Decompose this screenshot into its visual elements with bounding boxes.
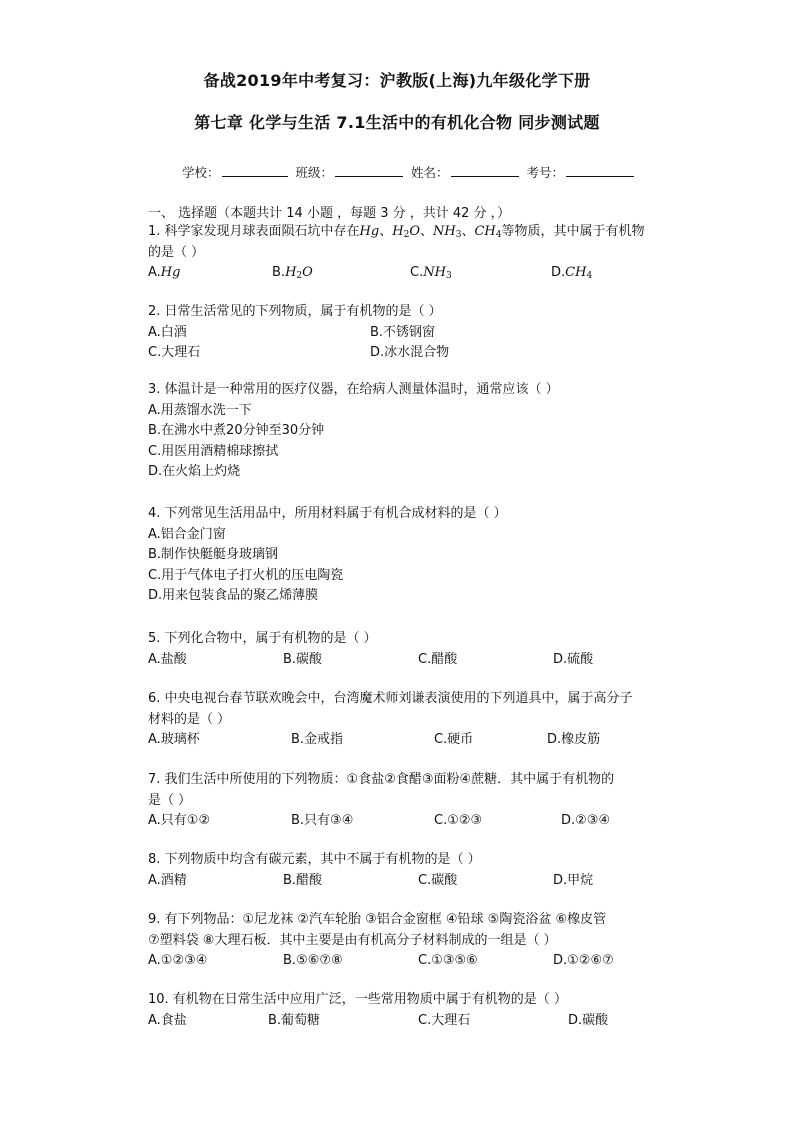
option-b[interactable]: B.在沸水中煮20分钟至30分钟 — [148, 423, 325, 438]
question-7 — [148, 770, 678, 832]
question-stem: 3. 体温计是一种常用的医疗仪器，在给病人测量体温时，通常应该（ ） — [148, 382, 559, 397]
document-title-line2: 第七章 化学与生活 7.1生活中的有机化合物 同步测试题 — [194, 113, 600, 132]
separator: 、 — [419, 224, 433, 239]
question-stem: 是（ ） — [148, 792, 192, 808]
option-c[interactable]: C.大理石 — [148, 345, 201, 360]
option-d[interactable]: D.①②⑥⑦ — [553, 953, 614, 968]
question-stem: 8. 下列物质中均含有碳元素，其中不属于有机物的是（ ） — [148, 852, 481, 867]
options-row — [148, 730, 678, 751]
question-6 — [148, 689, 678, 751]
option-c[interactable]: C.碳酸 — [418, 872, 458, 888]
option-c[interactable]: C.①③⑤⑥ — [418, 953, 478, 968]
option-d[interactable]: D.碳酸 — [568, 1012, 609, 1028]
formula-nh3: $NH_3$ — [433, 224, 462, 240]
option-a[interactable]: A.用蒸馏水洗一下 — [148, 402, 252, 418]
option-c[interactable]: C.用医用酒精棉球擦拭 — [148, 443, 279, 459]
section-heading: 一、 选择题（本题共计 14 小题 ，每题 3 分 ，共计 42 分 ，） — [148, 206, 511, 221]
question-stem: ⑦塑料袋 ⑧大理石板．其中主要是由有机高分子材料制成的一组是（ ） — [148, 932, 557, 948]
stem-text: 1. 科学家发现月球表面陨石坑中存在 — [148, 224, 360, 239]
option-a[interactable]: A.只有①② — [148, 813, 211, 828]
question-stem: 7. 我们生活中所使用的下列物质：①食盐②食醋③面粉④蔗糖．其中属于有机物的 — [148, 772, 615, 787]
option-b[interactable]: $B.H_2O$ — [272, 265, 313, 281]
document-title-line1: 备战2019年中考复习：沪教版(上海)九年级化学下册 — [203, 71, 591, 90]
option-d[interactable]: D.②③④ — [561, 813, 611, 828]
options-row — [148, 811, 678, 832]
name-label: 姓名： — [411, 165, 449, 180]
question-stem: 6. 中央电视台春节联欢晚会中，台湾魔术师刘谦表演使用的下列道具中，属于高分子 — [148, 691, 633, 706]
class-label: 班级： — [295, 165, 334, 180]
separator: 、 — [461, 224, 475, 239]
option-a[interactable]: A.酒精 — [148, 872, 187, 888]
separator: 、 — [379, 224, 393, 239]
options-row — [148, 951, 678, 972]
question-10 — [148, 990, 678, 1031]
option-d[interactable]: D.在火焰上灼烧 — [148, 464, 241, 479]
option-c[interactable]: $C.NH_3$ — [410, 265, 452, 281]
option-b[interactable]: B.只有③④ — [291, 813, 354, 828]
option-a[interactable]: A.铝合金门窗 — [148, 526, 226, 542]
option-a[interactable]: A.食盐 — [148, 1012, 187, 1028]
option-b[interactable]: B.不锈钢窗 — [370, 324, 436, 340]
question-5 — [148, 629, 678, 670]
option-b[interactable]: B.⑤⑥⑦⑧ — [283, 953, 343, 968]
formula-h2o: $H_2O$ — [392, 224, 420, 240]
option-b[interactable]: B.制作快艇艇身玻璃钢 — [148, 547, 279, 562]
class-blank[interactable] — [335, 164, 403, 177]
options-row — [148, 323, 678, 344]
option-c[interactable]: C.醋酸 — [418, 651, 458, 667]
option-d[interactable]: D.冰水混合物 — [370, 345, 450, 360]
option-c[interactable]: C.硬币 — [434, 732, 474, 747]
school-blank[interactable] — [222, 164, 288, 177]
options-row — [148, 343, 678, 364]
number-label: 考号： — [526, 165, 565, 180]
student-info-row — [182, 163, 638, 181]
option-a[interactable]: A.玻璃杯 — [148, 732, 200, 747]
stem-text: 等物质，其中属于有机物 — [501, 224, 645, 239]
question-3 — [148, 380, 678, 483]
option-a[interactable]: A.Hg — [148, 265, 181, 280]
options-row — [148, 1011, 678, 1032]
question-4 — [148, 504, 678, 607]
question-9 — [148, 910, 678, 972]
question-stem: 2. 日常生活常见的下列物质，属于有机物的是（ ） — [148, 304, 442, 319]
option-a[interactable]: A.白酒 — [148, 324, 187, 340]
school-label: 学校： — [182, 165, 220, 180]
question-stem: 材料的是（ ） — [148, 711, 231, 727]
option-d[interactable]: D.甲烷 — [553, 872, 594, 888]
options-row — [148, 263, 678, 284]
option-d[interactable]: $D.CH_4$ — [551, 265, 593, 281]
question-2 — [148, 302, 678, 364]
number-blank[interactable] — [566, 164, 634, 177]
option-a[interactable]: A.盐酸 — [148, 651, 187, 667]
options-row — [148, 871, 678, 892]
option-c[interactable]: C.①②③ — [434, 813, 483, 828]
option-b[interactable]: B.金戒指 — [291, 732, 344, 747]
option-a[interactable]: A.①②③④ — [148, 953, 208, 968]
question-stem: 5. 下列化合物中，属于有机物的是（ ） — [148, 631, 377, 646]
question-stem: 的是（ ） — [148, 244, 205, 260]
formula-ch4: $CH_4$ — [474, 224, 502, 240]
question-stem — [148, 222, 678, 243]
option-c[interactable]: C.大理石 — [418, 1012, 471, 1028]
question-stem: 9. 有下列物品：①尼龙袜 ②汽车轮胎 ③铝合金窗框 ④铅球 ⑤陶瓷浴盆 ⑥橡皮管 — [148, 912, 607, 927]
option-c[interactable]: C.用于气体电子打火机的压电陶瓷 — [148, 567, 344, 583]
formula-hg: Hg — [359, 224, 380, 239]
option-d[interactable]: D.橡皮筋 — [547, 732, 601, 747]
question-stem: 10. 有机物在日常生活中应用广泛，一些常用物质中属于有机物的是（ ） — [148, 992, 567, 1007]
option-b[interactable]: B.葡萄糖 — [268, 1012, 321, 1028]
question-8 — [148, 850, 678, 891]
question-1 — [148, 222, 678, 284]
question-stem: 4. 下列常见生活用品中，所用材料属于有机合成材料的是（ ） — [148, 506, 507, 521]
option-d[interactable]: D.用来包装食品的聚乙烯薄膜 — [148, 588, 319, 603]
option-d[interactable]: D.硫酸 — [553, 651, 594, 667]
option-b[interactable]: B.醋酸 — [283, 872, 323, 888]
name-blank[interactable] — [451, 164, 519, 177]
options-row — [148, 650, 678, 671]
option-b[interactable]: B.碳酸 — [283, 651, 323, 667]
